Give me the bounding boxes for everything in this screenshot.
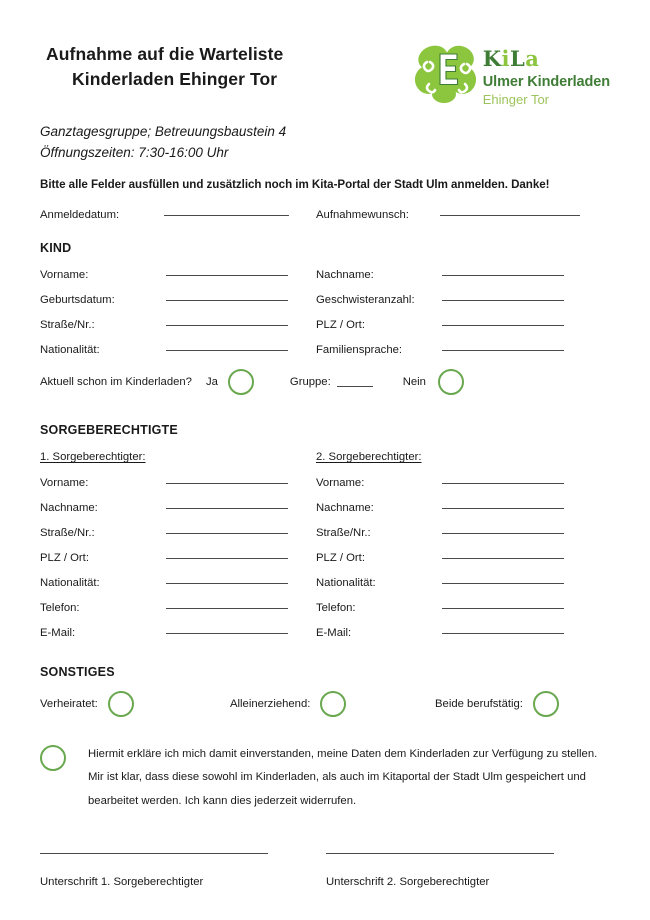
child-nationality-label: Nationalität: <box>40 344 100 357</box>
signature-2-column <box>326 853 612 888</box>
guardian-2-subheading: 2. Sorgeberechtigter: <box>316 451 422 464</box>
currently-enrolled-question-row <box>38 369 612 395</box>
child-lastname-label: Nachname: <box>316 269 374 282</box>
guardian-row-email <box>40 627 612 639</box>
child-birthdate-field[interactable] <box>40 294 316 306</box>
single-parent-radio[interactable] <box>320 691 346 717</box>
logo-letter-k: K <box>482 46 502 71</box>
child-row-nationality <box>40 344 612 356</box>
guardian-2-city-field[interactable] <box>316 552 592 564</box>
child-nationality-input-line[interactable] <box>166 350 288 351</box>
top-fields-row <box>40 209 612 221</box>
guardian-1-city-input-line[interactable] <box>166 558 288 559</box>
guardian-1-email-label: E-Mail: <box>40 627 76 640</box>
child-birthdate-label: Geburtsdatum: <box>40 294 115 307</box>
child-birthdate-input-line[interactable] <box>166 300 288 301</box>
guardian-subheadings-row <box>38 451 612 463</box>
notice-text: Bitte alle Felder ausfüllen und zusätzlich noch im Kita-Portal der Stadt Ulm anmelden. Danke! <box>40 178 550 192</box>
guardian-2-email-field[interactable] <box>316 627 592 639</box>
guardian-row-firstname <box>40 477 612 489</box>
guardian-2-nationality-label: Nationalität: <box>316 577 376 590</box>
single-parent-label: Alleinerziehend: <box>230 698 311 711</box>
signature-1-line[interactable] <box>40 853 268 854</box>
guardian-1-lastname-field[interactable] <box>40 502 316 514</box>
guardian-2-city-label: PLZ / Ort: <box>316 552 365 565</box>
registration-date-field[interactable] <box>40 209 316 221</box>
kila-butterfly-icon <box>413 42 481 104</box>
child-row-name <box>40 269 612 281</box>
child-firstname-label: Vorname: <box>40 269 89 282</box>
guardian-1-firstname-field[interactable] <box>40 477 316 489</box>
guardian-1-lastname-input-line[interactable] <box>166 508 288 509</box>
both-employed-label: Beide berufstätig: <box>435 698 523 711</box>
guardian-1-nationality-input-line[interactable] <box>166 583 288 584</box>
guardian-section <box>38 423 612 639</box>
guardian-2-subheading-wrap <box>316 451 592 463</box>
consent-checkbox[interactable] <box>40 745 66 771</box>
signature-2-line[interactable] <box>326 853 554 854</box>
registration-date-input-line[interactable] <box>164 215 289 216</box>
consent-text: Hiermit erkläre ich mich damit einverstanden, meine Daten dem Kinderladen zur Verfügung zu stellen. Mir ist klar, dass diese sowohl im Kinderladen, als auch im Kitaportal der Stadt Ulm gespeichert und bearbeitet werden. Ich kann dies jederzeit widerrufen. <box>88 748 598 807</box>
section-heading-child: KIND <box>40 241 72 256</box>
admission-wish-input-line[interactable] <box>440 215 580 216</box>
child-firstname-input-line[interactable] <box>166 275 288 276</box>
child-family-language-label: Familiensprache: <box>316 344 403 357</box>
guardian-2-lastname-label: Nachname: <box>316 502 374 515</box>
child-lastname-field[interactable] <box>316 269 592 281</box>
child-siblings-field[interactable] <box>316 294 592 306</box>
guardian-2-email-label: E-Mail: <box>316 627 352 640</box>
logo-org-name: Ulmer Kinderladen <box>482 74 610 90</box>
married-option[interactable] <box>40 691 230 717</box>
guardian-2-phone-field[interactable] <box>316 602 592 614</box>
page-title <box>38 40 283 93</box>
currently-enrolled-yes-label: Ja <box>205 376 218 389</box>
section-heading-guardians: SORGEBERECHTIGTE <box>40 423 178 438</box>
guardian-2-nationality-field[interactable] <box>316 577 592 589</box>
guardian-1-street-label: Straße/Nr.: <box>40 527 95 540</box>
child-siblings-label: Geschwisteranzahl: <box>316 294 415 307</box>
child-city-field[interactable] <box>316 319 592 331</box>
organization-logo <box>413 40 612 108</box>
guardian-row-nationality <box>40 577 612 589</box>
guardian-2-nationality-input-line[interactable] <box>442 583 564 584</box>
guardian-2-city-input-line[interactable] <box>442 558 564 559</box>
both-employed-option[interactable] <box>435 691 559 717</box>
title-line-2: Kinderladen Ehinger Tor <box>72 69 278 90</box>
consent-block <box>38 743 612 812</box>
section-heading-other: SONSTIGES <box>40 665 115 680</box>
guardian-2-lastname-field[interactable] <box>316 502 592 514</box>
guardian-2-street-input-line[interactable] <box>442 533 564 534</box>
currently-enrolled-yes-radio[interactable] <box>228 369 254 395</box>
subtitle-block <box>38 122 612 164</box>
child-row-birth <box>40 294 612 306</box>
guardian-fields-group <box>38 477 612 639</box>
other-options-row <box>38 691 612 717</box>
guardian-2-lastname-input-line[interactable] <box>442 508 564 509</box>
signature-1-label: Unterschrift 1. Sorgeberechtigter <box>40 875 204 888</box>
guardian-row-lastname <box>40 502 612 514</box>
subtitle-group: Ganztagesgruppe; Betreuungsbaustein 4 <box>40 124 287 140</box>
guardian-1-phone-field[interactable] <box>40 602 316 614</box>
child-nationality-field[interactable] <box>40 344 316 356</box>
child-street-field[interactable] <box>40 319 316 331</box>
single-parent-option[interactable] <box>230 691 435 717</box>
title-line-1: Aufnahme auf die Warteliste <box>46 44 284 64</box>
child-siblings-input-line[interactable] <box>442 300 564 301</box>
guardian-1-phone-label: Telefon: <box>40 602 80 615</box>
guardian-row-phone <box>40 602 612 614</box>
guardian-1-nationality-field[interactable] <box>40 577 316 589</box>
guardian-row-street <box>40 527 612 539</box>
guardian-1-subheading-wrap <box>40 451 316 463</box>
admission-wish-label: Aufnahmewunsch: <box>316 209 409 222</box>
guardian-2-firstname-label: Vorname: <box>316 477 365 490</box>
guardian-1-nationality-label: Nationalität: <box>40 577 100 590</box>
married-radio[interactable] <box>108 691 134 717</box>
child-fields-group <box>38 269 612 356</box>
child-city-label: PLZ / Ort: <box>316 319 365 332</box>
guardian-1-phone-input-line[interactable] <box>166 608 288 609</box>
child-family-language-input-line[interactable] <box>442 350 564 351</box>
logo-kila-text <box>483 48 610 69</box>
signature-1-column <box>40 853 326 888</box>
guardian-1-email-field[interactable] <box>40 627 316 639</box>
guardian-2-firstname-field[interactable] <box>316 477 592 489</box>
top-fields-group <box>38 209 612 221</box>
child-row-address <box>40 319 612 331</box>
other-section <box>38 665 612 717</box>
both-employed-radio[interactable] <box>533 691 559 717</box>
married-label: Verheiratet: <box>40 698 98 711</box>
group-label: Gruppe: <box>289 376 331 389</box>
currently-enrolled-label: Aktuell schon im Kinderladen? <box>40 376 192 389</box>
logo-letter-i: i <box>501 46 511 71</box>
guardian-1-city-label: PLZ / Ort: <box>40 552 89 565</box>
signature-2-label: Unterschrift 2. Sorgeberechtigter <box>326 875 490 888</box>
guardian-1-subheading: 1. Sorgeberechtigter: <box>40 451 146 464</box>
guardian-row-city <box>40 552 612 564</box>
child-street-label: Straße/Nr.: <box>40 319 95 332</box>
guardian-2-phone-input-line[interactable] <box>442 608 564 609</box>
child-family-language-field[interactable] <box>316 344 592 356</box>
child-lastname-input-line[interactable] <box>442 275 564 276</box>
currently-enrolled-no-label: Nein <box>402 376 426 389</box>
guardian-1-firstname-input-line[interactable] <box>166 483 288 484</box>
guardian-1-street-input-line[interactable] <box>166 533 288 534</box>
group-input-line[interactable] <box>337 386 373 387</box>
guardian-2-phone-label: Telefon: <box>316 602 356 615</box>
guardian-2-street-label: Straße/Nr.: <box>316 527 371 540</box>
child-street-input-line[interactable] <box>166 325 288 326</box>
guardian-1-lastname-label: Nachname: <box>40 502 98 515</box>
guardian-2-firstname-input-line[interactable] <box>442 483 564 484</box>
currently-enrolled-no-radio[interactable] <box>438 369 464 395</box>
child-firstname-field[interactable] <box>40 269 316 281</box>
guardian-1-city-field[interactable] <box>40 552 316 564</box>
child-city-input-line[interactable] <box>442 325 564 326</box>
logo-letter-l: L <box>510 46 526 71</box>
group-field <box>290 369 566 395</box>
signature-block <box>38 853 612 888</box>
registration-date-label: Anmeldedatum: <box>40 209 120 222</box>
form-header <box>38 0 612 108</box>
guardian-1-street-field[interactable] <box>40 527 316 539</box>
guardian-1-email-input-line[interactable] <box>166 633 288 634</box>
logo-org-location: Ehinger Tor <box>482 92 550 108</box>
subtitle-hours: Öffnungszeiten: 7:30-16:00 Uhr <box>40 145 229 161</box>
admission-wish-field[interactable] <box>316 209 592 221</box>
guardian-1-firstname-label: Vorname: <box>40 477 89 490</box>
guardian-2-street-field[interactable] <box>316 527 592 539</box>
logo-wordmark <box>483 42 610 108</box>
guardian-2-email-input-line[interactable] <box>442 633 564 634</box>
logo-letter-a: a <box>525 46 540 71</box>
